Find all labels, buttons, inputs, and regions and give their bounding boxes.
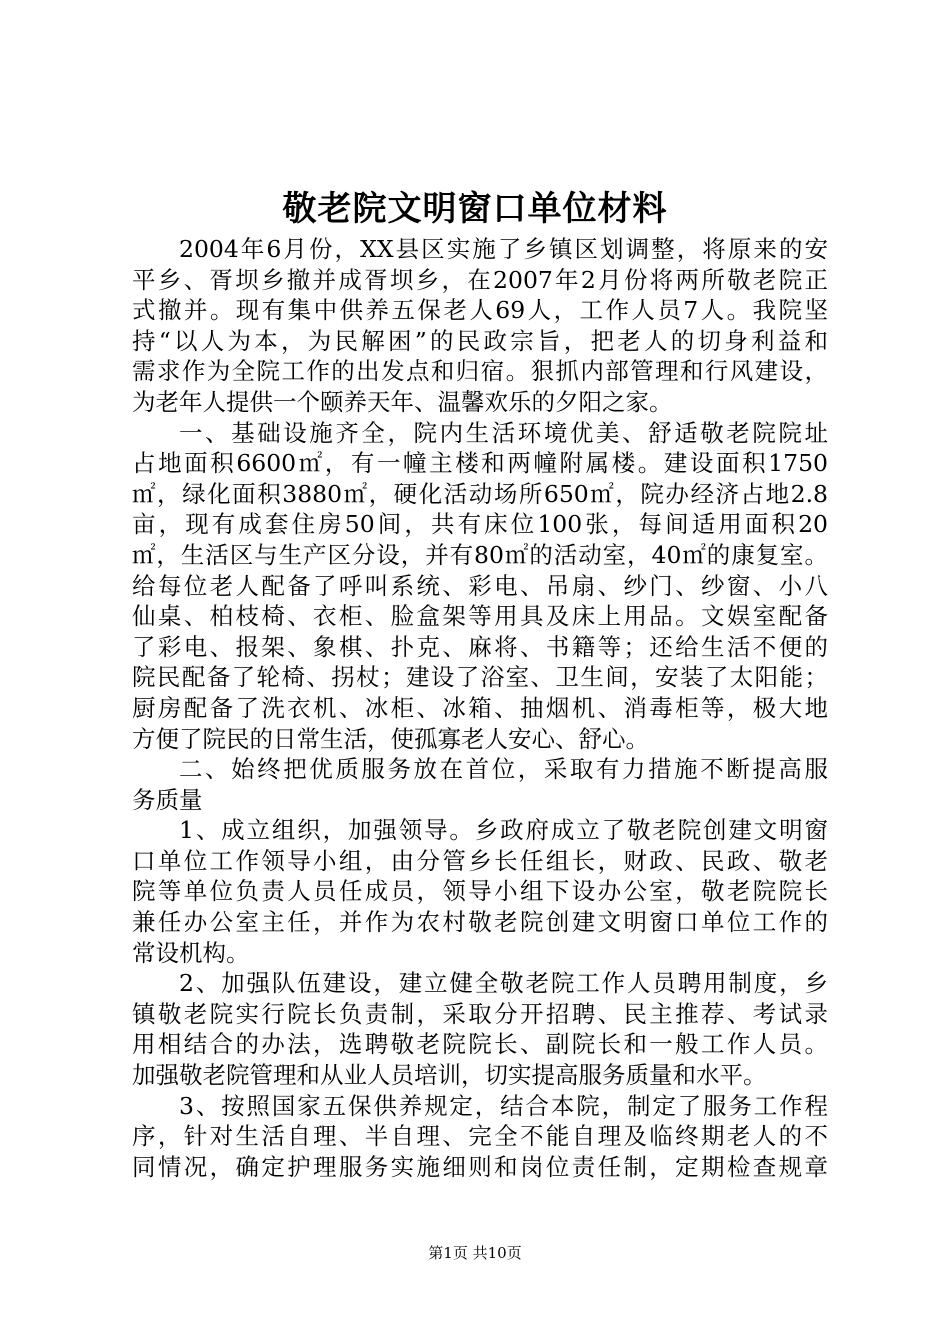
body-text-line: 仙桌、柏枝椅、衣柜、脸盒架等用具及床上用品。文娱室配备 <box>132 602 828 631</box>
body-text-line: 持“以人为本，为民解困”的民政宗旨，把老人的切身利益和 <box>132 326 828 355</box>
body-text-line: 2、加强队伍建设，建立健全敬老院工作人员聘用制度，乡 <box>179 969 828 998</box>
body-text-line: 3、按照国家五保供养规定，结合本院，制定了服务工作程 <box>179 1091 828 1120</box>
body-text-line: 常设机构。 <box>132 938 250 967</box>
body-text-line: 平乡、胥坝乡撤并成胥坝乡，在2007年2月份将两所敬老院正 <box>132 265 828 294</box>
body-text-line: ㎡，生活区与生产区分设，并有80㎡的活动室，40㎡的康复室。 <box>132 540 828 569</box>
body-text-line: 亩，现有成套住房50间，共有床位100张，每间适用面积20 <box>132 510 828 539</box>
body-text-line: 用相结合的办法，选聘敬老院院长、副院长和一般工作人员。 <box>132 1030 828 1059</box>
body-text-line: ㎡，绿化面积3880㎡，硬化活动场所650㎡，院办经济占地2.8 <box>132 479 828 508</box>
body-text-line: 二、始终把优质服务放在首位，采取有力措施不断提高服 <box>179 755 828 784</box>
body-text-line: 务质量 <box>132 785 203 814</box>
body-text-line: 需求作为全院工作的出发点和归宿。狠抓内部管理和行风建设， <box>132 357 828 386</box>
page-footer: 第1页 共10页 <box>428 1244 522 1262</box>
body-text-line: 兼任办公室主任，并作为农村敬老院创建文明窗口单位工作的 <box>132 908 828 937</box>
body-text-line: 方便了院民的日常生活，使孤寡老人安心、舒心。 <box>132 724 649 753</box>
body-text-line: 厨房配备了洗衣机、冰柜、冰箱、抽烟机、消毒柜等，极大地 <box>132 693 828 722</box>
body-text-line: 序，针对生活自理、半自理、完全不能自理及临终期老人的不 <box>132 1122 828 1151</box>
body-text-line: 了彩电、报架、象棋、扑克、麻将、书籍等；还给生活不便的 <box>132 632 828 661</box>
body-text-line: 2004年6月份，XX县区实施了乡镇区划调整，将原来的安 <box>179 235 828 263</box>
body-text-line: 同情况，确定护理服务实施细则和岗位责任制，定期检查规章 <box>132 1152 828 1181</box>
body-text-line: 给每位老人配备了呼叫系统、彩电、吊扇、纱门、纱窗、小八 <box>132 571 828 600</box>
body-text-line: 一、基础设施齐全，院内生活环境优美、舒适敬老院院址 <box>179 418 828 447</box>
body-text-line: 口单位工作领导小组，由分管乡长任组长，财政、民政、敬老 <box>132 846 828 875</box>
body-text-line: 为老年人提供一个颐养天年、温馨欢乐的夕阳之家。 <box>132 387 673 416</box>
body-text-line: 占地面积6600㎡，有一幢主楼和两幢附属楼。建设面积1750 <box>132 449 828 478</box>
body-text-line: 镇敬老院实行院长负责制，采取分开招聘、民主推荐、考试录 <box>132 999 828 1028</box>
document-title: 敬老院文明窗口单位材料 <box>282 189 668 229</box>
document-body <box>132 234 828 1182</box>
body-text-line: 加强敬老院管理和从业人员培训，切实提高服务质量和水平。 <box>132 1061 767 1090</box>
body-text-line: 1、成立组织，加强领导。乡政府成立了敬老院创建文明窗 <box>179 816 828 845</box>
body-text-line: 院民配备了轮椅、拐杖；建设了浴室、卫生间，安装了太阳能； <box>132 663 828 692</box>
body-text-line: 式撤并。现有集中供养五保老人69人，工作人员7人。我院坚 <box>132 296 828 325</box>
body-text-line: 院等单位负责人员任成员，领导小组下设办公室，敬老院院长 <box>132 877 828 906</box>
